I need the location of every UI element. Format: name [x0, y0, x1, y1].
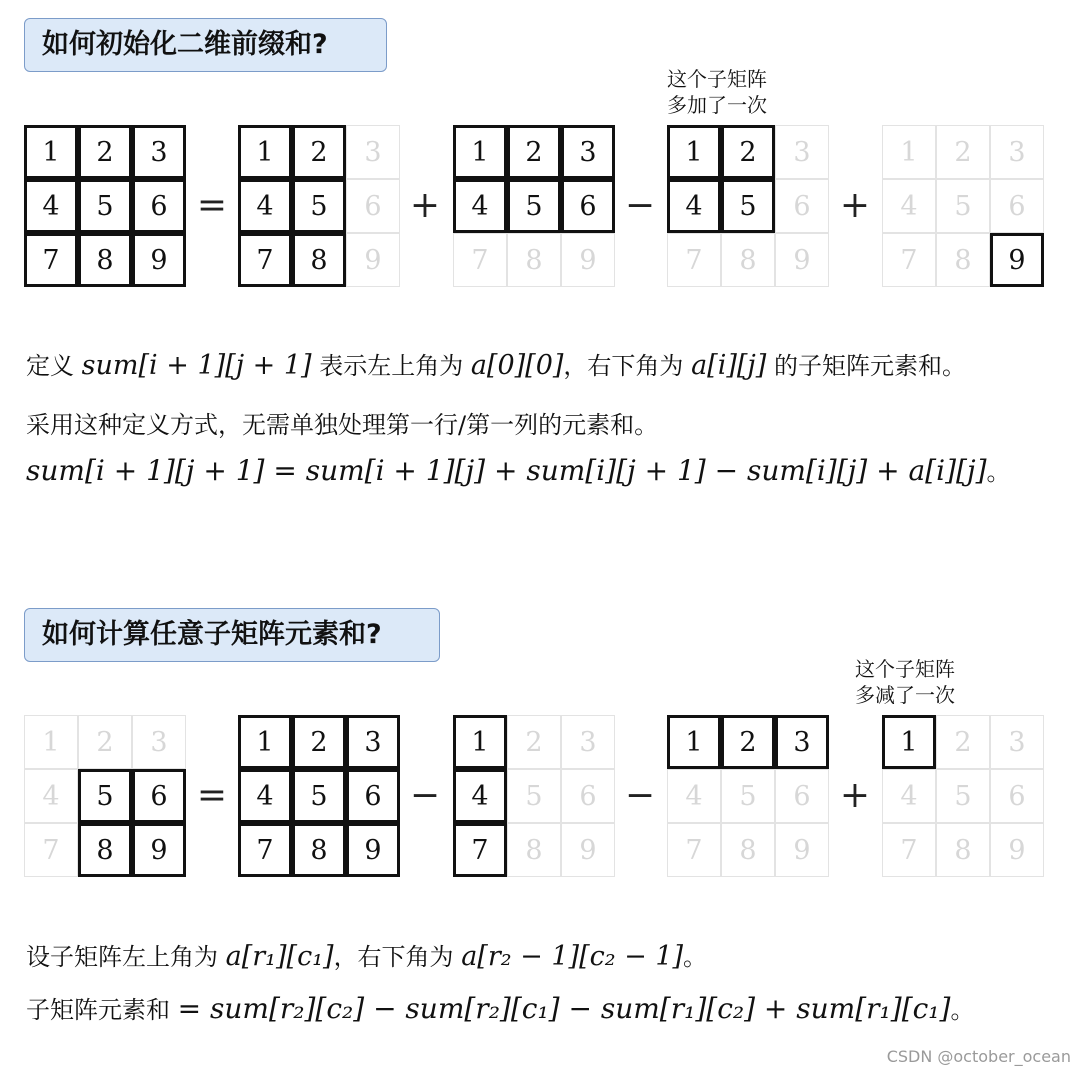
matrix-cell-highlighted: 2	[507, 125, 561, 179]
matrix-cell-faded: 5	[507, 769, 561, 823]
text: 表示左上角为	[311, 352, 471, 380]
matrix-cell-highlighted: 5	[78, 179, 132, 233]
matrix-cell-highlighted: 9	[132, 823, 186, 877]
matrix-cell-highlighted: 7	[453, 823, 507, 877]
matrix-cell-faded: 5	[936, 179, 990, 233]
matrix-cell-highlighted: 8	[292, 823, 346, 877]
matrix-cell-faded: 6	[561, 769, 615, 823]
matrix-cell-highlighted: 5	[292, 179, 346, 233]
matrix-cell-highlighted: 4	[453, 179, 507, 233]
submatrix-definition-line	[26, 937, 707, 972]
text: 子矩阵元素和	[26, 996, 178, 1024]
definition-line	[26, 346, 966, 381]
matrix-cell-highlighted: 3	[561, 125, 615, 179]
matrix-cell-highlighted: 4	[238, 769, 292, 823]
recurrence-formula	[26, 452, 1011, 487]
math-expression: a[i][j]	[691, 350, 767, 381]
matrix-cell-faded: 3	[346, 125, 400, 179]
plus-operator: +	[839, 775, 871, 816]
matrix-cell-highlighted: 5	[507, 179, 561, 233]
matrix-cell-faded: 7	[667, 823, 721, 877]
matrix-cell-faded: 6	[990, 179, 1044, 233]
explanation-line: 采用这种定义方式，无需单独处理第一行/第一列的元素和。	[26, 411, 659, 439]
matrix-cell-highlighted: 5	[78, 769, 132, 823]
equals-operator: =	[196, 185, 228, 226]
section-title-init: 如何初始化二维前缀和?	[24, 18, 387, 72]
annotation-line: 这个子矩阵	[667, 67, 767, 91]
matrix-grid	[667, 715, 829, 877]
matrix-cell-faded: 8	[721, 823, 775, 877]
matrix-cell-faded: 9	[561, 233, 615, 287]
matrix-cell-highlighted: 4	[24, 179, 78, 233]
text: ，右下角为	[563, 352, 692, 380]
math-expression: a[r₁][c₁]	[225, 941, 334, 972]
matrix-cell-faded: 2	[507, 715, 561, 769]
matrix-cell-highlighted: 3	[132, 125, 186, 179]
matrix-cell-highlighted: 1	[238, 715, 292, 769]
matrix-cell-faded: 3	[990, 125, 1044, 179]
matrix-cell-faded: 7	[24, 823, 78, 877]
matrix-cell-highlighted: 2	[292, 715, 346, 769]
matrix-cell-highlighted: 8	[78, 233, 132, 287]
matrix-cell-highlighted: 1	[882, 715, 936, 769]
matrix-cell-faded: 6	[346, 179, 400, 233]
matrix-cell-faded: 8	[507, 233, 561, 287]
matrix-cell-faded: 2	[78, 715, 132, 769]
matrix-cell-highlighted: 1	[453, 125, 507, 179]
matrix-grid	[24, 125, 186, 287]
plus-operator: +	[839, 185, 871, 226]
matrix-cell-faded: 3	[990, 715, 1044, 769]
text: 。	[683, 943, 708, 971]
matrix-cell-highlighted: 1	[667, 715, 721, 769]
matrix-cell-faded: 6	[775, 179, 829, 233]
matrix-grid	[453, 125, 615, 287]
matrix-cell-faded: 6	[775, 769, 829, 823]
matrix-cell-highlighted: 8	[292, 233, 346, 287]
matrix-cell-highlighted: 9	[346, 823, 400, 877]
minus-operator: −	[624, 775, 656, 816]
matrix-cell-highlighted: 4	[453, 769, 507, 823]
matrix-cell-highlighted: 1	[24, 125, 78, 179]
matrix-cell-highlighted: 2	[721, 715, 775, 769]
matrix-cell-highlighted: 6	[561, 179, 615, 233]
matrix-cell-faded: 7	[882, 233, 936, 287]
matrix-grid	[24, 715, 186, 877]
matrix-cell-faded: 4	[24, 769, 78, 823]
matrix-cell-faded: 2	[936, 125, 990, 179]
matrix-cell-highlighted: 2	[78, 125, 132, 179]
matrix-grid	[667, 125, 829, 287]
minus-operator: −	[624, 185, 656, 226]
submatrix-sum-formula	[26, 990, 974, 1025]
watermark: CSDN @october_ocean	[886, 1047, 1071, 1066]
matrix-cell-faded: 3	[132, 715, 186, 769]
matrix-grid	[238, 125, 400, 287]
matrix-grid	[882, 715, 1044, 877]
text: 设子矩阵左上角为	[26, 943, 226, 971]
matrix-cell-highlighted: 8	[78, 823, 132, 877]
matrix-cell-faded: 3	[775, 125, 829, 179]
matrix-cell-faded: 8	[507, 823, 561, 877]
matrix-cell-highlighted: 1	[238, 125, 292, 179]
math-expression: a[0][0]	[470, 350, 564, 381]
matrix-cell-faded: 1	[24, 715, 78, 769]
matrix-cell-faded: 8	[936, 823, 990, 877]
matrix-cell-faded: 4	[882, 769, 936, 823]
matrix-cell-highlighted: 2	[721, 125, 775, 179]
matrix-cell-highlighted: 7	[24, 233, 78, 287]
matrix-grid	[453, 715, 615, 877]
equals-operator: =	[196, 775, 228, 816]
annotation-line: 多加了一次	[667, 93, 767, 117]
matrix-cell-highlighted: 9	[132, 233, 186, 287]
math-expression: = sum[r₂][c₂] − sum[r₂][c₁] − sum[r₁][c₂] + sum[r₁][c₁]	[177, 992, 951, 1025]
matrix-grid	[882, 125, 1044, 287]
matrix-cell-faded: 9	[346, 233, 400, 287]
math-expression: a[r₂ − 1][c₂ − 1]	[461, 941, 684, 972]
minus-operator: −	[409, 775, 441, 816]
text: 。	[986, 458, 1011, 486]
matrix-cell-faded: 9	[775, 233, 829, 287]
plus-operator: +	[409, 185, 441, 226]
matrix-cell-faded: 9	[561, 823, 615, 877]
matrix-cell-faded: 7	[882, 823, 936, 877]
matrix-cell-highlighted: 3	[775, 715, 829, 769]
matrix-cell-faded: 8	[721, 233, 775, 287]
matrix-cell-faded: 7	[453, 233, 507, 287]
text: 定义	[26, 352, 82, 380]
math-expression: sum[i + 1][j + 1]	[81, 350, 312, 381]
matrix-cell-highlighted: 3	[346, 715, 400, 769]
matrix-cell-highlighted: 7	[238, 823, 292, 877]
text: 。	[950, 996, 975, 1024]
section-title-query: 如何计算任意子矩阵元素和?	[24, 608, 440, 662]
text: ，右下角为	[333, 943, 462, 971]
matrix-cell-faded: 6	[990, 769, 1044, 823]
annotation-subtracted-once	[855, 656, 955, 708]
matrix-cell-highlighted: 9	[990, 233, 1044, 287]
matrix-cell-faded: 5	[936, 769, 990, 823]
annotation-added-once	[667, 66, 767, 118]
matrix-cell-highlighted: 4	[238, 179, 292, 233]
matrix-cell-highlighted: 7	[238, 233, 292, 287]
matrix-cell-highlighted: 2	[292, 125, 346, 179]
matrix-cell-faded: 3	[561, 715, 615, 769]
matrix-cell-faded: 1	[882, 125, 936, 179]
matrix-cell-faded: 7	[667, 233, 721, 287]
matrix-cell-faded: 2	[936, 715, 990, 769]
matrix-grid	[238, 715, 400, 877]
matrix-cell-highlighted: 6	[132, 769, 186, 823]
annotation-line: 这个子矩阵	[855, 657, 955, 681]
matrix-cell-faded: 4	[882, 179, 936, 233]
matrix-cell-highlighted: 6	[346, 769, 400, 823]
matrix-cell-highlighted: 5	[292, 769, 346, 823]
matrix-cell-highlighted: 5	[721, 179, 775, 233]
matrix-cell-faded: 9	[775, 823, 829, 877]
annotation-line: 多减了一次	[855, 683, 955, 707]
matrix-cell-faded: 5	[721, 769, 775, 823]
matrix-cell-highlighted: 6	[132, 179, 186, 233]
matrix-cell-highlighted: 1	[667, 125, 721, 179]
matrix-cell-highlighted: 4	[667, 179, 721, 233]
matrix-cell-faded: 8	[936, 233, 990, 287]
matrix-cell-faded: 4	[667, 769, 721, 823]
text: 的子矩阵元素和。	[766, 352, 966, 380]
matrix-cell-faded: 9	[990, 823, 1044, 877]
matrix-cell-highlighted: 1	[453, 715, 507, 769]
math-expression: sum[i + 1][j + 1] = sum[i + 1][j] + sum[i][j + 1] − sum[i][j] + a[i][j]	[26, 454, 987, 487]
